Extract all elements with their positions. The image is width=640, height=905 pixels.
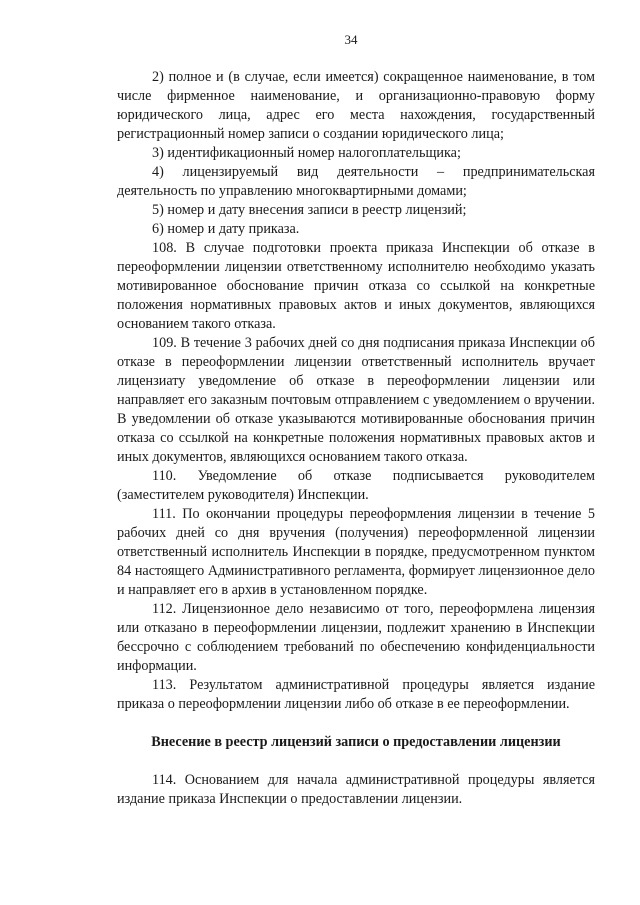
paragraph-108: 108. В случае подготовки проекта приказа Инспекции об отказе в переоформлении лицензии ответственному исполнителю необходимо указать мотивированное обоснование причин отказа со ссылкой на конкретные положения нормативных правовых актов и иных документов, являющихся основанием такого отказа. xyxy=(117,240,595,332)
paragraph-112: 112. Лицензионное дело независимо от того, переоформлена лицензия или отказано в переоформлении лицензии, подлежит хранению в Инспекции бессрочно с соблюдением требований по обеспечению конфиденциальности информации. xyxy=(117,601,595,674)
page-number: 34 xyxy=(344,32,358,47)
paragraph-item-5: 5) номер и дату внесения записи в реестр лицензий; xyxy=(152,202,467,218)
paragraph-113: 113. Результатом административной процедуры является издание приказа о переоформлении лицензии либо об отказе в ее переоформлении. xyxy=(117,677,595,712)
paragraph-item-2: 2) полное и (в случае, если имеется) сокращенное наименование, в том числе фирменное наименование, и организационно-правовую форму юридического лица, адрес его места нахождения, государственный регистрационный номер записи о создании юридического лица; xyxy=(117,69,595,142)
paragraph-111: 111. По окончании процедуры переоформления лицензии в течение 5 рабочих дней со дня вручения (получения) переоформленной лицензии ответственный исполнитель Инспекции в порядке, предусмотренном пунктом 84 настоящего Административного регламента, формирует лицензионное дело и направляет его в архив в установленном порядке. xyxy=(117,506,595,598)
paragraph-109: 109. В течение 3 рабочих дней со дня подписания приказа Инспекции об отказе в переоформлении лицензии ответственный исполнитель вручает лицензиату уведомление об отказе в переоформлении лицензии или направляет его заказным почтовым отправлением с уведомлением о вручении. В уведомлении об отказе указываются мотивированные обоснования причин отказа со ссылкой на конкретные положения нормативных правовых актов и иных документов, являющихся основанием такого отказа. xyxy=(117,335,595,465)
paragraph-item-6: 6) номер и дату приказа. xyxy=(152,221,300,237)
section-heading: Внесение в реестр лицензий записи о предоставлении лицензии xyxy=(151,734,561,750)
paragraph-110: 110. Уведомление об отказе подписывается руководителем (заместителем руководителя) Инспекции. xyxy=(117,468,595,503)
paragraph-item-4: 4) лицензируемый вид деятельности – предпринимательская деятельность по управлению многоквартирными домами; xyxy=(117,164,595,199)
paragraph-114: 114. Основанием для начала административной процедуры является издание приказа Инспекции о предоставлении лицензии. xyxy=(117,772,595,807)
paragraph-item-3: 3) идентификационный номер налогоплательщика; xyxy=(152,145,461,161)
